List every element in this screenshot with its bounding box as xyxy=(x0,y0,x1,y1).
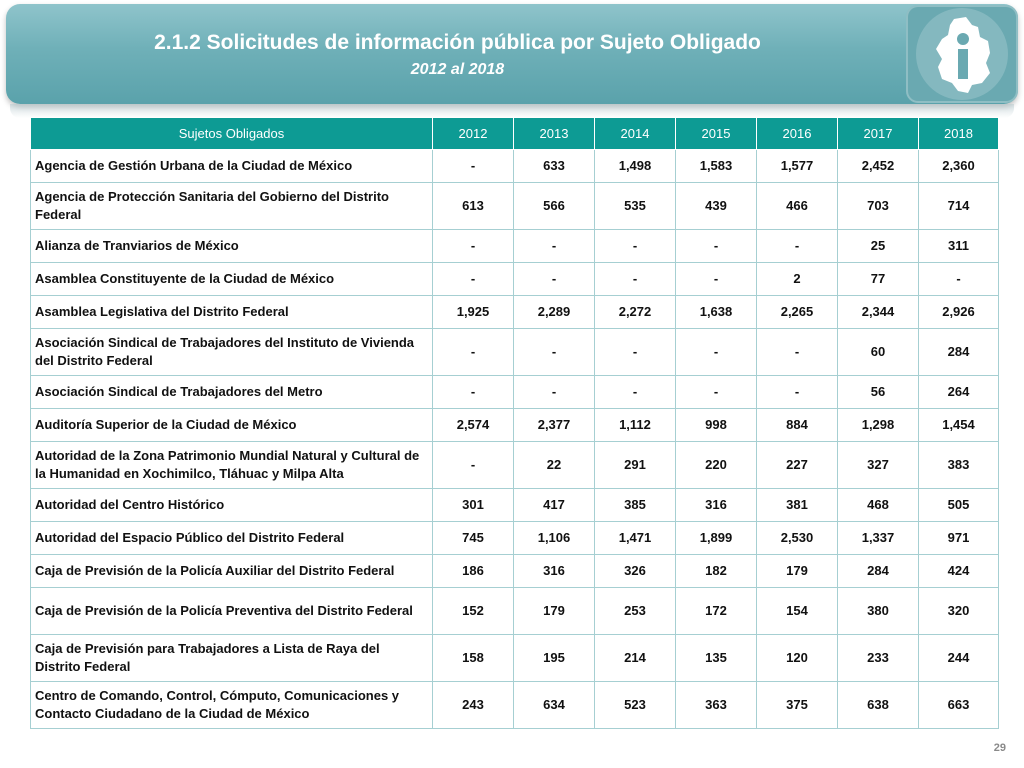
row-year-value: - xyxy=(595,263,676,296)
table-header-row xyxy=(31,118,999,150)
row-year-value: 363 xyxy=(676,682,757,729)
row-year-value: - xyxy=(514,230,595,263)
row-year-value: - xyxy=(433,376,514,409)
row-year-value: - xyxy=(595,329,676,376)
row-subject-name: Agencia de Protección Sanitaria del Gobierno del Distrito Federal xyxy=(31,183,433,230)
row-year-value: 638 xyxy=(838,682,919,729)
row-year-value: 186 xyxy=(433,555,514,588)
row-year-value: 154 xyxy=(757,588,838,635)
row-year-value: 2,344 xyxy=(838,296,919,329)
row-subject-name: Alianza de Tranviarios de México xyxy=(31,230,433,263)
row-year-value: - xyxy=(433,230,514,263)
row-year-value: 2,289 xyxy=(514,296,595,329)
row-year-value: 417 xyxy=(514,489,595,522)
row-year-value: 172 xyxy=(676,588,757,635)
row-year-value: 1,337 xyxy=(838,522,919,555)
row-year-value: - xyxy=(433,442,514,489)
row-year-value: 1,454 xyxy=(919,409,999,442)
row-subject-name: Asamblea Constituyente de la Ciudad de México xyxy=(31,263,433,296)
row-year-value: 2,574 xyxy=(433,409,514,442)
row-year-value: 120 xyxy=(757,635,838,682)
row-year-value: 233 xyxy=(838,635,919,682)
table-row xyxy=(31,376,999,409)
row-year-value: 264 xyxy=(919,376,999,409)
row-year-value: 1,112 xyxy=(595,409,676,442)
row-subject-name: Autoridad del Espacio Público del Distrito Federal xyxy=(31,522,433,555)
row-year-value: 1,583 xyxy=(676,150,757,183)
row-year-value: 2,452 xyxy=(838,150,919,183)
row-year-value: 1,577 xyxy=(757,150,838,183)
row-year-value: 182 xyxy=(676,555,757,588)
row-year-value: - xyxy=(757,230,838,263)
row-year-value: - xyxy=(757,329,838,376)
table-row xyxy=(31,150,999,183)
row-year-value: 703 xyxy=(838,183,919,230)
row-year-value: 523 xyxy=(595,682,676,729)
column-header-year: 2013 xyxy=(514,118,595,150)
row-subject-name: Autoridad de la Zona Patrimonio Mundial Natural y Cultural de la Humanidad en Xochimilco, Tláhuac y Milpa Alta xyxy=(31,442,433,489)
row-subject-name: Caja de Previsión para Trabajadores a Lista de Raya del Distrito Federal xyxy=(31,635,433,682)
table-row xyxy=(31,230,999,263)
row-year-value: - xyxy=(433,263,514,296)
page-subtitle: 2012 al 2018 xyxy=(410,61,505,78)
row-year-value: - xyxy=(514,376,595,409)
row-year-value: 1,638 xyxy=(676,296,757,329)
row-year-value: 60 xyxy=(838,329,919,376)
column-header-year: 2017 xyxy=(838,118,919,150)
row-year-value: 320 xyxy=(919,588,999,635)
row-year-value: 327 xyxy=(838,442,919,489)
row-year-value: 135 xyxy=(676,635,757,682)
row-year-value: 316 xyxy=(514,555,595,588)
row-subject-name: Agencia de Gestión Urbana de la Ciudad de México xyxy=(31,150,433,183)
row-year-value: 380 xyxy=(838,588,919,635)
row-year-value: 301 xyxy=(433,489,514,522)
row-year-value: 2,265 xyxy=(757,296,838,329)
row-year-value: 714 xyxy=(919,183,999,230)
row-year-value: 179 xyxy=(757,555,838,588)
table-row xyxy=(31,489,999,522)
row-year-value: 220 xyxy=(676,442,757,489)
row-year-value: 227 xyxy=(757,442,838,489)
row-year-value: 1,106 xyxy=(514,522,595,555)
table-row xyxy=(31,635,999,682)
row-year-value: 243 xyxy=(433,682,514,729)
row-year-value: 253 xyxy=(595,588,676,635)
row-year-value: 158 xyxy=(433,635,514,682)
row-year-value: - xyxy=(595,230,676,263)
row-year-value: 633 xyxy=(514,150,595,183)
row-year-value: 505 xyxy=(919,489,999,522)
column-header-year: 2016 xyxy=(757,118,838,150)
row-year-value: 1,471 xyxy=(595,522,676,555)
row-year-value: 2 xyxy=(757,263,838,296)
row-year-value: 884 xyxy=(757,409,838,442)
column-header-subject: Sujetos Obligados xyxy=(31,118,433,150)
row-year-value: 291 xyxy=(595,442,676,489)
table-row xyxy=(31,442,999,489)
row-subject-name: Asamblea Legislativa del Distrito Federal xyxy=(31,296,433,329)
row-year-value: 566 xyxy=(514,183,595,230)
table-row xyxy=(31,296,999,329)
solicitudes-table xyxy=(30,117,999,729)
row-year-value: 634 xyxy=(514,682,595,729)
table-body xyxy=(31,150,999,729)
row-year-value: 466 xyxy=(757,183,838,230)
row-subject-name: Caja de Previsión de la Policía Auxiliar del Distrito Federal xyxy=(31,555,433,588)
row-year-value: 613 xyxy=(433,183,514,230)
row-year-value: - xyxy=(676,230,757,263)
row-year-value: 195 xyxy=(514,635,595,682)
table-row xyxy=(31,682,999,729)
table-row xyxy=(31,329,999,376)
row-year-value: 2,926 xyxy=(919,296,999,329)
row-subject-name: Asociación Sindical de Trabajadores del Metro xyxy=(31,376,433,409)
row-subject-name: Auditoría Superior de la Ciudad de México xyxy=(31,409,433,442)
column-header-year: 2012 xyxy=(433,118,514,150)
table-row xyxy=(31,588,999,635)
row-year-value: 179 xyxy=(514,588,595,635)
row-year-value: 385 xyxy=(595,489,676,522)
row-year-value: - xyxy=(433,150,514,183)
row-year-value: 745 xyxy=(433,522,514,555)
row-year-value: 375 xyxy=(757,682,838,729)
column-header-year: 2014 xyxy=(595,118,676,150)
row-year-value: 244 xyxy=(919,635,999,682)
row-subject-name: Autoridad del Centro Histórico xyxy=(31,489,433,522)
page-title: 2.1.2 Solicitudes de información pública por Sujeto Obligado xyxy=(154,31,761,54)
row-year-value: - xyxy=(676,329,757,376)
row-year-value: 77 xyxy=(838,263,919,296)
table-row xyxy=(31,522,999,555)
header-shadow xyxy=(10,104,1014,118)
row-year-value: 152 xyxy=(433,588,514,635)
row-year-value: - xyxy=(919,263,999,296)
row-year-value: 56 xyxy=(838,376,919,409)
row-year-value: 381 xyxy=(757,489,838,522)
row-year-value: 284 xyxy=(919,329,999,376)
row-year-value: 25 xyxy=(838,230,919,263)
row-year-value: 326 xyxy=(595,555,676,588)
row-year-value: - xyxy=(676,376,757,409)
row-year-value: 311 xyxy=(919,230,999,263)
row-subject-name: Caja de Previsión de la Policía Preventiva del Distrito Federal xyxy=(31,588,433,635)
row-year-value: 439 xyxy=(676,183,757,230)
row-year-value: 468 xyxy=(838,489,919,522)
row-year-value: 214 xyxy=(595,635,676,682)
row-year-value: 535 xyxy=(595,183,676,230)
row-year-value: 1,899 xyxy=(676,522,757,555)
row-subject-name: Asociación Sindical de Trabajadores del Instituto de Vivienda del Distrito Federal xyxy=(31,329,433,376)
row-year-value: 2,360 xyxy=(919,150,999,183)
column-header-year: 2018 xyxy=(919,118,999,150)
row-year-value: 2,377 xyxy=(514,409,595,442)
row-year-value: 1,498 xyxy=(595,150,676,183)
row-year-value: 316 xyxy=(676,489,757,522)
row-year-value: - xyxy=(676,263,757,296)
table-row xyxy=(31,263,999,296)
row-year-value: 383 xyxy=(919,442,999,489)
row-year-value: 998 xyxy=(676,409,757,442)
row-year-value: - xyxy=(757,376,838,409)
row-year-value: 2,530 xyxy=(757,522,838,555)
row-year-value: 424 xyxy=(919,555,999,588)
row-year-value: 663 xyxy=(919,682,999,729)
column-header-year: 2015 xyxy=(676,118,757,150)
row-subject-name: Centro de Comando, Control, Cómputo, Comunicaciones y Contacto Ciudadano de la Ciudad de México xyxy=(31,682,433,729)
row-year-value: - xyxy=(514,329,595,376)
row-year-value: 22 xyxy=(514,442,595,489)
row-year-value: 1,298 xyxy=(838,409,919,442)
table-row xyxy=(31,183,999,230)
row-year-value: 2,272 xyxy=(595,296,676,329)
row-year-value: 971 xyxy=(919,522,999,555)
page-number: 29 xyxy=(993,742,1006,754)
row-year-value: - xyxy=(595,376,676,409)
row-year-value: 1,925 xyxy=(433,296,514,329)
row-year-value: 284 xyxy=(838,555,919,588)
cdmx-info-logo-icon xyxy=(906,5,1018,103)
table-row xyxy=(31,409,999,442)
row-year-value: - xyxy=(433,329,514,376)
row-year-value: - xyxy=(514,263,595,296)
table-row xyxy=(31,555,999,588)
